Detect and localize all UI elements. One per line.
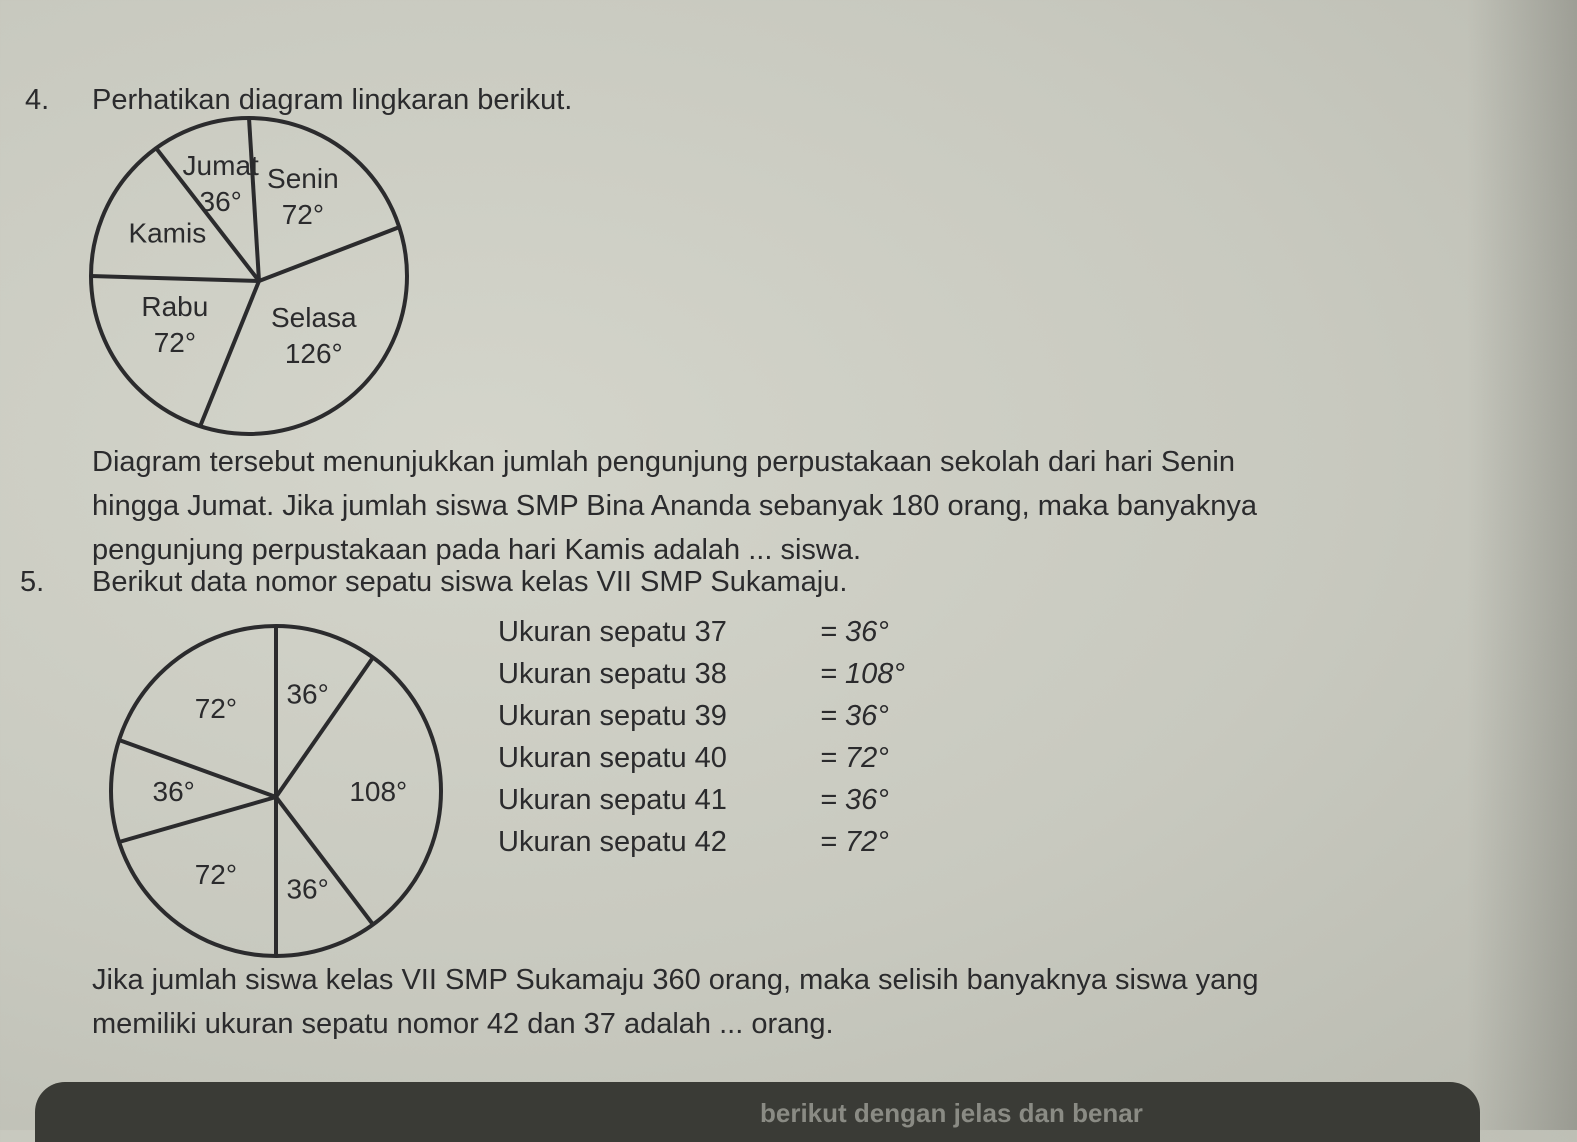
shoe-size-row-label: Ukuran sepatu 38 (498, 658, 727, 690)
shoe-size-row-label: Ukuran sepatu 37 (498, 616, 727, 648)
question-4-line-3: pengunjung perpustakaan pada hari Kamis adalah ... siswa. (92, 534, 862, 566)
question-5-line-1: Jika jumlah siswa kelas VII SMP Sukamaju 360 orang, maka selisih banyaknya siswa yang (92, 964, 1259, 996)
question-5-title: Berikut data nomor sepatu siswa kelas VII SMP Sukamaju. (92, 566, 848, 598)
pie1-slice-name: Rabu (141, 290, 209, 322)
question-5-paragraph (92, 958, 1258, 1046)
question-4-line-1: Diagram tersebut menunjukkan jumlah pengunjung perpustakaan sekolah dari hari Senin (92, 446, 1235, 478)
question-5-number: 5. (20, 566, 45, 598)
pie1-slice-value: 126° (284, 337, 343, 369)
shoe-size-row-value: = 72° (820, 826, 889, 858)
shoe-size-row-value: = 36° (820, 700, 889, 732)
bottom-banner (35, 1082, 1480, 1142)
pie2-slice-value: 72° (194, 693, 238, 725)
question-4-title: Perhatikan diagram lingkaran berikut. (92, 84, 573, 116)
question-5-line-2: memiliki ukuran sepatu nomor 42 dan 37 adalah ... orang. (92, 1008, 834, 1040)
pie1-slice-name: Senin (267, 162, 339, 194)
pie2-slice-value: 36° (286, 873, 329, 905)
pie2-separator (119, 797, 276, 842)
shoe-size-row-label: Ukuran sepatu 40 (498, 742, 727, 774)
shoe-size-row-value: = 108° (820, 658, 905, 690)
pie2-separator (119, 740, 276, 797)
question-4-number: 4. (25, 84, 50, 116)
pie1-slice-name: Selasa (270, 301, 357, 333)
pie2-slice-value: 36° (286, 678, 329, 710)
pie2-slice-value: 72° (194, 858, 238, 890)
shoe-size-row-label: Ukuran sepatu 41 (498, 784, 727, 816)
bottom-banner-text: berikut dengan jelas dan benar (760, 1098, 1143, 1128)
pie1-slice-name: Kamis (128, 217, 207, 249)
shoe-size-row-label: Ukuran sepatu 39 (498, 700, 727, 732)
pie2-separator (276, 797, 373, 924)
pie1-slice-value: 36° (199, 185, 242, 217)
pie2-slice-value: 108° (349, 776, 408, 807)
pie1-slice-name: Jumat (182, 149, 259, 181)
shoe-size-row-label: Ukuran sepatu 42 (498, 826, 727, 858)
pie1-slice-value: 72° (153, 326, 197, 358)
question-4-line-2: hingga Jumat. Jika jumlah siswa SMP Bina Ananda sebanyak 180 orang, maka banyaknya (92, 490, 1257, 522)
shoe-size-row-value: = 36° (820, 616, 889, 648)
pie1-slice-value: 72° (281, 198, 325, 230)
shoe-size-row-value: = 72° (820, 742, 889, 774)
shoe-size-row-value: = 36° (820, 784, 889, 816)
pie2-slice-value: 36° (152, 776, 195, 807)
